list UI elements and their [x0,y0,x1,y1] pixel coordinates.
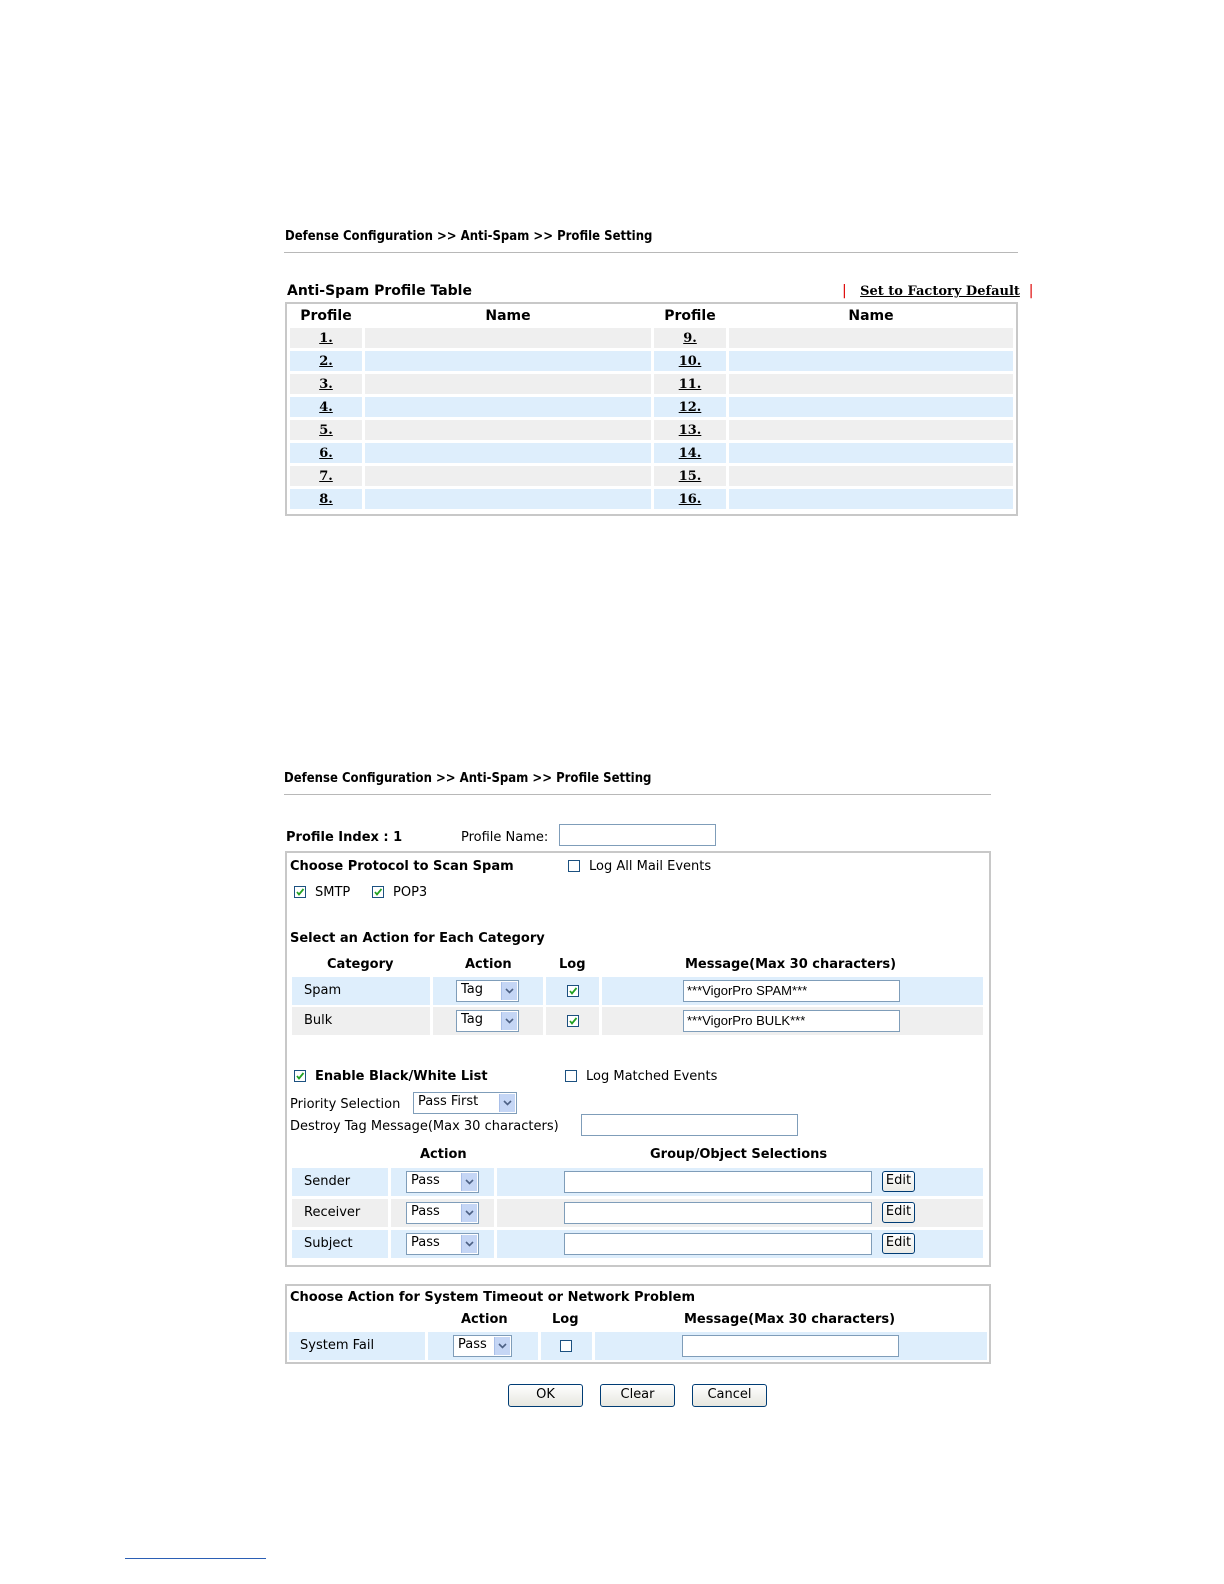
table-row [290,397,1013,417]
profile-name-input[interactable] [559,824,716,846]
receiver-action-select[interactable] [406,1202,479,1224]
system-fail-action-select[interactable] [453,1335,512,1357]
timeout-col-header-action: Action [461,1312,508,1327]
col-header-action: Action [465,957,512,972]
col-header-category: Category [327,957,394,972]
smtp-checkbox[interactable] [294,886,306,898]
profile-link[interactable]: 1. [319,330,333,346]
profile-table-grid [287,304,1016,512]
profile-link[interactable]: 2. [319,353,333,369]
sender-action-select[interactable] [406,1171,479,1193]
breadcrumb: Defense Configuration >> Anti-Spam >> Profile Setting [284,771,652,786]
bw-col-header-group: Group/Object Selections [650,1147,828,1162]
system-fail-log-checkbox[interactable] [560,1340,572,1352]
log-all-mail-checkbox[interactable] [568,860,580,872]
profile-link[interactable]: 6. [319,445,333,461]
col-header-profile: Profile [664,308,716,324]
profile-table [285,302,1018,516]
smtp-label: SMTP [315,885,351,900]
destroy-tag-label: Destroy Tag Message(Max 30 characters) [290,1119,559,1134]
col-header-profile: Profile [300,308,352,324]
chevron-down-icon [501,1012,517,1030]
profile-link[interactable]: 4. [319,399,333,415]
subject-action-select[interactable] [406,1233,479,1255]
enable-bw-label: Enable Black/White List [315,1069,488,1084]
log-matched-checkbox[interactable] [565,1070,577,1082]
breadcrumb: Defense Configuration >> Anti-Spam >> Profile Setting [285,229,653,244]
receiver-edit-button[interactable]: Edit [882,1202,915,1223]
profile-link[interactable]: 9. [683,330,697,346]
chevron-down-icon [461,1173,477,1191]
name-cell [729,351,1013,371]
name-cell [729,466,1013,486]
col-header-log: Log [559,957,586,972]
receiver-action-value: Pass [411,1204,440,1219]
pop3-label: POP3 [393,885,428,900]
priority-select[interactable] [413,1092,517,1114]
sender-edit-button[interactable]: Edit [882,1171,915,1192]
chevron-down-icon [501,982,517,1000]
ok-button[interactable]: OK [508,1384,583,1407]
log-matched-label: Log Matched Events [586,1069,718,1084]
cancel-button[interactable]: Cancel [692,1384,767,1407]
profile-link[interactable]: 16. [678,491,702,507]
priority-value: Pass First [418,1094,479,1109]
spam-action-value: Tag [461,982,484,997]
factory-default-area [842,283,1034,299]
name-cell [365,466,651,486]
spam-message-input[interactable]: ***VigorPro SPAM*** [683,980,900,1002]
table-row [290,420,1013,440]
sender-label: Sender [304,1174,351,1189]
protocol-title: Choose Protocol to Scan Spam [290,859,514,874]
profile-link[interactable]: 5. [319,422,333,438]
profile-link[interactable]: 3. [319,376,333,392]
timeout-col-header-message: Message(Max 30 characters) [684,1312,896,1327]
clear-button[interactable]: Clear [600,1384,675,1407]
profile-link[interactable]: 7. [319,468,333,484]
name-cell [729,443,1013,463]
profile-link[interactable]: 11. [678,376,702,392]
pop3-checkbox[interactable] [372,886,384,898]
timeout-title: Choose Action for System Timeout or Network Problem [290,1290,695,1305]
priority-label: Priority Selection [290,1097,401,1112]
profile-link[interactable]: 13. [678,422,702,438]
profile-link[interactable]: 8. [319,491,333,507]
category-spam-label: Spam [304,983,342,998]
profile-name-label: Profile Name: [461,830,549,845]
chevron-down-icon [461,1235,477,1253]
category-title: Select an Action for Each Category [290,931,545,946]
name-cell [365,443,651,463]
bw-col-header-action: Action [420,1147,467,1162]
name-cell [729,374,1013,394]
profile-index: Profile Index : 1 [286,830,403,845]
bulk-log-checkbox[interactable] [567,1015,579,1027]
receiver-label: Receiver [304,1205,361,1220]
table-title: Anti-Spam Profile Table [287,283,472,299]
table-row [290,351,1013,371]
name-cell [365,328,651,348]
table-row [290,466,1013,486]
sender-group-input[interactable] [564,1171,872,1193]
receiver-group-input[interactable] [564,1202,872,1224]
sender-action-value: Pass [411,1173,440,1188]
bulk-action-select[interactable] [456,1010,519,1032]
col-header-name: Name [848,308,894,324]
log-all-mail-label: Log All Mail Events [589,859,712,874]
subject-label: Subject [304,1236,353,1251]
separator: | [1028,283,1034,299]
subject-action-value: Pass [411,1235,440,1250]
timeout-col-header-log: Log [552,1312,579,1327]
enable-bw-checkbox[interactable] [294,1070,306,1082]
table-row [290,374,1013,394]
table-row [290,443,1013,463]
spam-action-select[interactable] [456,980,519,1002]
name-cell [729,397,1013,417]
chevron-down-icon [499,1094,515,1112]
name-cell [729,328,1013,348]
divider [284,252,1018,253]
name-cell [365,489,651,509]
name-cell [365,374,651,394]
set-factory-default-link[interactable]: Set to Factory Default [860,284,1020,299]
footnote-rule [125,1558,266,1559]
bulk-action-value: Tag [461,1012,484,1027]
profile-link[interactable]: 10. [678,353,702,369]
col-header-name: Name [485,308,531,324]
name-cell [729,489,1013,509]
bulk-message-input[interactable]: ***VigorPro BULK*** [683,1010,900,1032]
subject-group-input[interactable] [564,1233,872,1255]
divider [284,794,991,795]
spam-log-checkbox[interactable] [567,985,579,997]
name-cell [365,397,651,417]
chevron-down-icon [461,1204,477,1222]
destroy-tag-input[interactable] [581,1114,798,1136]
name-cell [365,420,651,440]
table-row [290,328,1013,348]
category-bulk-label: Bulk [304,1013,333,1028]
table-row [290,489,1013,509]
subject-edit-button[interactable]: Edit [882,1233,915,1254]
profile-link[interactable]: 14. [678,445,702,461]
system-fail-message-input[interactable] [682,1335,899,1357]
system-fail-action-value: Pass [458,1337,487,1352]
chevron-down-icon [494,1337,510,1355]
name-cell [729,420,1013,440]
col-header-message: Message(Max 30 characters) [685,957,897,972]
separator: | [842,283,847,299]
system-fail-label: System Fail [300,1338,375,1353]
profile-link[interactable]: 12. [678,399,702,415]
name-cell [365,351,651,371]
profile-link[interactable]: 15. [678,468,702,484]
